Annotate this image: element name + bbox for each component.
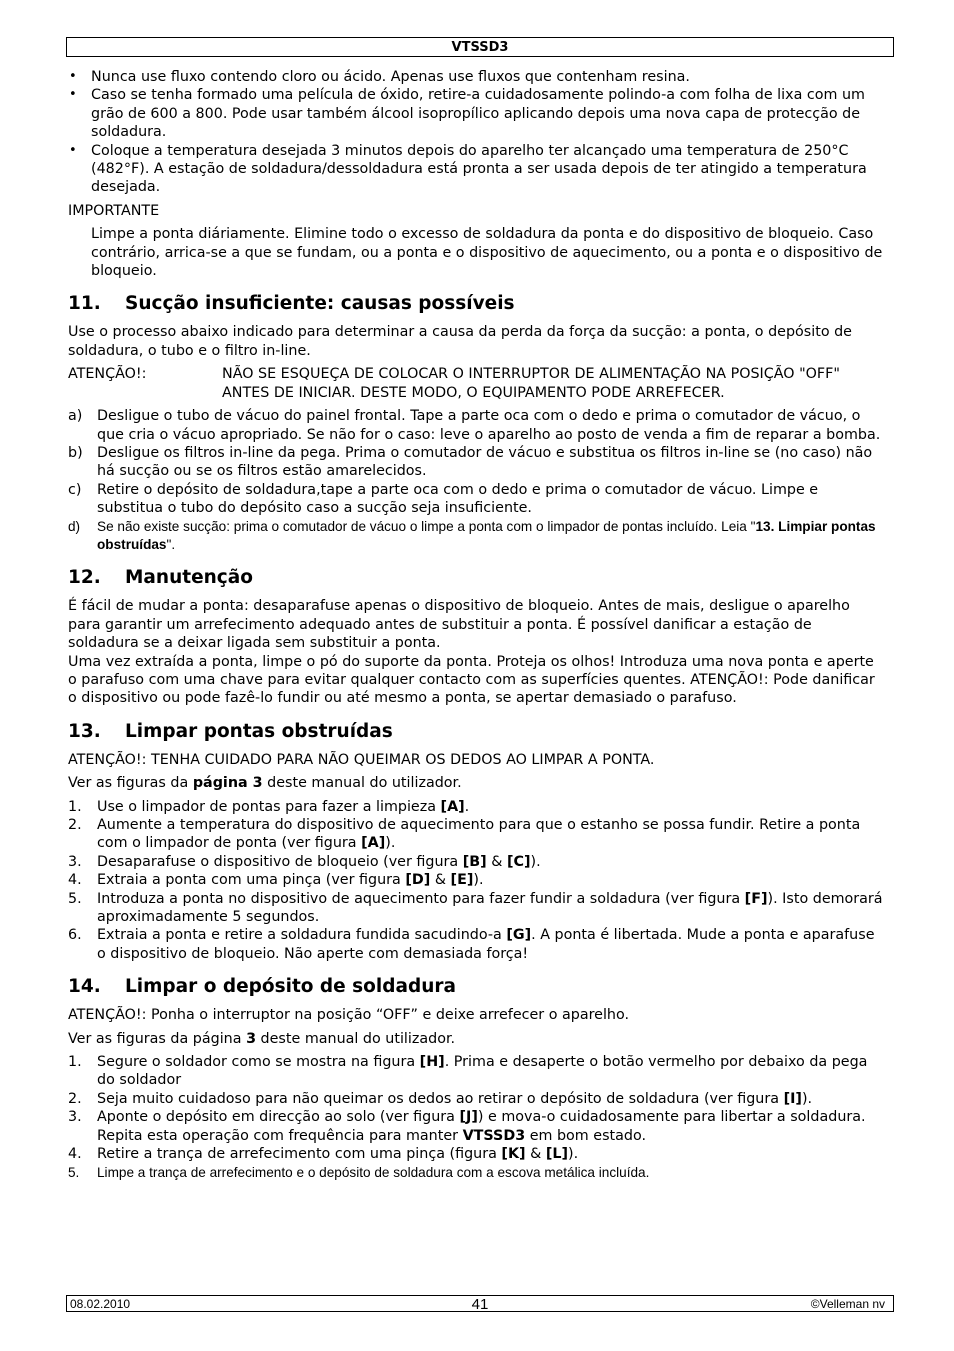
list-item-text: . A ponta é libertada. Mude a ponta e aparafuse o dispositivo de bloqueio. Não aperte com demasiada força! bbox=[97, 927, 875, 962]
list-item bbox=[68, 798, 886, 816]
list-number: 1. bbox=[68, 798, 82, 815]
list-item bbox=[68, 1164, 886, 1182]
section-14-warning: ATENÇÃO!: Ponha o interruptor na posição “OFF” e deixe arrefecer o aparelho. bbox=[68, 1007, 630, 1024]
list-item bbox=[68, 1108, 886, 1145]
important-text: Limpe a ponta diáriamente. Elimine todo o excesso de soldadura da ponta e do dispositivo de bloqueio. Caso contrário, arrica-se a que se fundam, ou a ponta e o dispositivo de aquecimento, ou a ponta e o dispositivo de bloqueio. bbox=[91, 226, 883, 280]
list-item-text: Aumente a temperatura do dispositivo de aquecimento para que o estanho se possa fundir. Retire a ponta com o limpador de ponta (ver figura bbox=[97, 817, 861, 852]
important-label: IMPORTANTE bbox=[68, 202, 160, 219]
section-13-see-figures bbox=[68, 774, 886, 792]
section-14-heading bbox=[68, 976, 886, 998]
section-12-paragraph: É fácil de mudar a ponta: desaparafuse apenas o dispositivo de bloqueio. Antes de mais, desligue o aparelho para garantir um arrefecimento adequado antes de substituir a ponta. É possível danificar a estação de soldadura se a deixar ligada sem substituir a ponta. bbox=[68, 598, 850, 652]
section-number: 12. bbox=[68, 567, 101, 589]
figure-reference: [C] bbox=[506, 853, 531, 870]
list-item: • Nunca use fluxo contendo cloro ou ácido. Apenas use fluxos que contenham resina. bbox=[68, 68, 886, 86]
text-span: Ver as figuras da página bbox=[68, 1030, 247, 1047]
section-13-steps bbox=[68, 798, 886, 964]
section-14-see-figures bbox=[68, 1030, 886, 1048]
section-title: Limpar pontas obstruídas bbox=[125, 720, 393, 742]
list-item-text: Se não existe sucção: prima o comutador de vácuo o limpe a ponta com o limpador de pontas incluído. Leia " bbox=[97, 518, 756, 534]
text-span: deste manual do utilizador. bbox=[262, 775, 462, 792]
list-item bbox=[68, 407, 886, 444]
list-item-text: Retire a trança de arrefecimento com uma pinça (figura bbox=[97, 1146, 502, 1163]
intro-bullet-list bbox=[68, 68, 886, 197]
list-number: 4. bbox=[68, 1146, 82, 1163]
list-number: 1. bbox=[68, 1054, 82, 1071]
cross-reference: 13. Limpiar pontas obstruídas bbox=[97, 518, 876, 552]
section-number: 14. bbox=[68, 976, 101, 998]
section-title: Limpar o depósito de soldadura bbox=[125, 976, 456, 998]
list-item-text: ). bbox=[568, 1146, 579, 1163]
section-11-heading bbox=[68, 293, 886, 315]
list-item-text: Limpe a trança de arrefecimento e o depósito de soldadura com a escova metálica incluída. bbox=[97, 1164, 650, 1180]
list-marker: c) bbox=[68, 481, 82, 498]
section-13-warning: ATENÇÃO!: TENHA CUIDADO PARA NÃO QUEIMAR OS DEDOS AO LIMPAR A PONTA. bbox=[68, 751, 655, 768]
list-item-text: & bbox=[486, 853, 507, 870]
list-marker: b) bbox=[68, 444, 83, 461]
header-title: VTSSD3 bbox=[451, 40, 509, 55]
list-item-text: ). Isto demorará aproximadamente 5 segundos. bbox=[97, 890, 883, 926]
section-11-warning bbox=[68, 365, 886, 402]
list-item: • Coloque a temperatura desejada 3 minutos depois do aparelho ter alcançado uma temperatura de 250°C (482°F). A estação de soldadura/dessoldadura está pronta a ser usada depois de ter atingido a temperatura desejada. bbox=[68, 142, 886, 197]
list-item-text: Desligue o tubo de vácuo do painel frontal. Tape a parte oca com o dedo e prima o comutador de vácuo, o que cria o vácuo apropriado. Se não for o caso: leve o aparelho ao posto de venda a fim de reparar a bomba. bbox=[97, 408, 881, 443]
section-title: Manutenção bbox=[125, 567, 253, 589]
list-marker: a) bbox=[68, 408, 83, 425]
list-item-text: ) e mova-o cuidadosamente para libertar a soldadura. Repita esta operação com frequência para manter bbox=[97, 1109, 866, 1144]
list-item-text: em bom estado. bbox=[525, 1127, 647, 1144]
figure-reference: [H] bbox=[419, 1054, 445, 1071]
list-item bbox=[68, 853, 886, 871]
section-12-paragraph: Uma vez extraída a ponta, limpe o pó do suporte da ponta. Proteja os olhos! Introduza uma nova ponta e aperte o parafuso com uma chave para evitar qualquer contacto com as superfícies quentes. ATENÇÃO!: Pode danificar o dispositivo ou pode fazê-lo fundir ou até mesmo a ponta, se apertar demasiado o parafuso. bbox=[68, 653, 875, 707]
list-item-text: & bbox=[430, 872, 451, 889]
section-number: 11. bbox=[68, 293, 101, 315]
page-footer bbox=[66, 1295, 894, 1312]
section-12-heading bbox=[68, 567, 886, 589]
footer-date: 08.02.2010 bbox=[70, 1297, 131, 1311]
list-item-text: Segure o soldador como se mostra na figura bbox=[97, 1054, 420, 1071]
figure-reference: VTSSD3 bbox=[462, 1127, 526, 1144]
page-reference: 3 bbox=[246, 1030, 257, 1047]
figure-reference: [J] bbox=[459, 1109, 478, 1126]
list-item-text: Desaparafuse o dispositivo de bloqueio (ver figura bbox=[97, 853, 463, 870]
list-item-text: ). bbox=[473, 872, 484, 889]
page-content bbox=[68, 68, 886, 1182]
list-marker: d) bbox=[68, 518, 81, 534]
section-13-heading bbox=[68, 721, 886, 743]
list-item bbox=[68, 890, 886, 927]
footer-copyright: ©Velleman nv bbox=[810, 1297, 885, 1311]
figure-reference: [F] bbox=[744, 890, 768, 907]
figure-reference: [E] bbox=[450, 872, 474, 889]
list-item bbox=[68, 518, 886, 555]
page-number: 41 bbox=[471, 1296, 489, 1313]
figure-reference: [A] bbox=[440, 798, 465, 815]
list-item bbox=[68, 1145, 886, 1163]
list-item-text: ). bbox=[530, 853, 541, 870]
list-item-text: Retire o depósito de soldadura,tape a parte oca com o dedo e prima o comutador de vácuo. Limpe e substitua o tubo do depósito caso a sucção seja insuficiente. bbox=[97, 481, 819, 517]
list-number: 5. bbox=[68, 890, 82, 907]
list-number: 5. bbox=[68, 1164, 80, 1180]
list-item-text: Extraia a ponta e retire a soldadura fundida sacudindo-a bbox=[97, 927, 507, 944]
list-item: • Caso se tenha formado uma película de óxido, retire-a cuidadosamente polindo-a com folha de lixa com um grão de 600 a 800. Pode usar também álcool isopropílico aplicando depois uma nova capa de protecção de soldadura. bbox=[68, 86, 886, 141]
text-span: Ver as figuras da bbox=[68, 775, 193, 792]
list-item-text: . Prima e desaperte o botão vermelho por debaixo da pega do soldador bbox=[97, 1054, 868, 1089]
section-number: 13. bbox=[68, 720, 101, 742]
figure-reference: [I] bbox=[783, 1090, 802, 1107]
list-item-text: Desligue os filtros in-line da pega. Prima o comutador de vácuo e substitua os filtros in-line se (no caso) não há sucção ou se os filtros estão amarelecidos. bbox=[97, 444, 873, 480]
list-item-text: ). bbox=[801, 1090, 813, 1107]
section-11-list bbox=[68, 407, 886, 554]
list-item bbox=[68, 816, 886, 853]
list-item-text: . bbox=[464, 798, 470, 815]
section-14-steps bbox=[68, 1053, 886, 1182]
list-item-text: Seja muito cuidadoso para não queimar os dedos ao retirar o depósito de soldadura (ver figura bbox=[97, 1090, 784, 1107]
list-item-text: Aponte o depósito em direcção ao solo (ver figura bbox=[97, 1109, 460, 1126]
list-number: 2. bbox=[68, 1090, 82, 1107]
list-number: 3. bbox=[68, 1109, 82, 1126]
list-item bbox=[68, 871, 886, 889]
list-item bbox=[68, 444, 886, 481]
text-span: deste manual do utilizador. bbox=[256, 1030, 456, 1047]
list-item-text: Use o limpador de pontas para fazer a limpieza bbox=[97, 798, 441, 815]
list-number: 4. bbox=[68, 872, 82, 889]
figure-reference: [G] bbox=[506, 927, 532, 944]
page-reference: página 3 bbox=[192, 775, 263, 792]
list-item-text: Introduza a ponta no dispositivo de aquecimento para fazer fundir a soldadura (ver figura bbox=[97, 890, 745, 907]
figure-reference: [K] bbox=[501, 1146, 526, 1163]
figure-reference: [A] bbox=[361, 835, 386, 852]
list-number: 2. bbox=[68, 817, 82, 833]
list-item bbox=[68, 926, 886, 963]
list-number: 3. bbox=[68, 853, 82, 870]
list-item bbox=[68, 1090, 886, 1108]
list-item bbox=[68, 1053, 886, 1090]
list-item-text: & bbox=[525, 1146, 546, 1163]
figure-reference: [B] bbox=[462, 853, 487, 870]
list-item-text: ). bbox=[385, 835, 396, 852]
list-item-text: ". bbox=[166, 536, 176, 552]
page-header bbox=[66, 37, 894, 57]
list-number: 6. bbox=[68, 927, 82, 944]
figure-reference: [D] bbox=[405, 872, 431, 889]
section-title: Sucção insuficiente: causas possíveis bbox=[125, 293, 515, 315]
warning-label: ATENÇÃO!: bbox=[68, 366, 147, 383]
list-item-text: Extraia a ponta com uma pinça (ver figura bbox=[97, 872, 406, 889]
figure-reference: [L] bbox=[545, 1146, 568, 1163]
section-11-intro: Use o processo abaixo indicado para determinar a causa da perda da força da sucção: a ponta, o depósito de soldadura, o tubo e o filtro in-line. bbox=[68, 324, 852, 359]
list-item bbox=[68, 481, 886, 518]
warning-text: NÃO SE ESQUEÇA DE COLOCAR O INTERRUPTOR DE ALIMENTAÇÃO NA POSIÇÃO "OFF" ANTES DE INICIAR. DESTE MODO, O EQUIPAMENTO PODE ARREFECER. bbox=[222, 366, 840, 401]
